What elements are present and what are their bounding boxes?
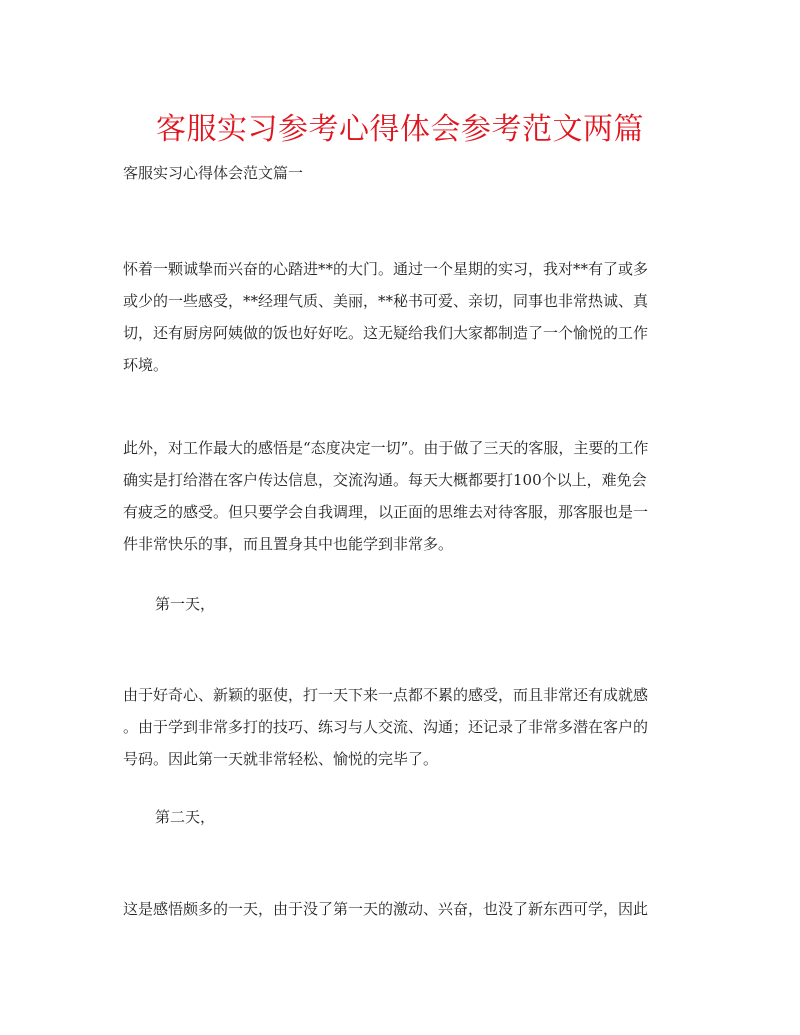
day-2-heading: 第二天，: [155, 808, 216, 826]
paragraph-line: 件非常快乐的事，而且置身其中也能学到非常多。: [123, 535, 454, 553]
paragraph-1: [123, 253, 683, 381]
day-1-heading: 第一天，: [155, 595, 216, 613]
paragraph-line: 号码。因此第一天就非常轻松、愉悦的完毕了。: [123, 750, 439, 768]
paragraph-3: [123, 679, 683, 775]
paragraph-line: 。由于学到非常多打的技巧、练习与人交流、沟通；还记录了非常多潜在客户的: [123, 718, 649, 736]
paragraph-line: 切，还有厨房阿姨做的饭也好好吃。这无疑给我们大家都制造了一个愉悦的工作: [123, 324, 649, 342]
paragraph-2: [123, 432, 683, 560]
paragraph-line: 这是感悟颇多的一天，由于没了第一天的激动、兴奋，也没了新东西可学，因此: [123, 900, 649, 918]
document-title: 客服实习参考心得体会参考范文两篇: [156, 112, 644, 147]
paragraph-line: 环境。: [123, 356, 169, 374]
document-subtitle: 客服实习心得体会范文篇一: [123, 164, 304, 182]
paragraph-line: 确实是打给潜在客户传达信息，交流沟通。每天大概都要打100个以上，难免会: [123, 471, 647, 489]
paragraph-line: 或少的一些感受，**经理气质、美丽，**秘书可爱、亲切，同事也非常热诚、真: [123, 292, 649, 310]
paragraph-line: 有疲乏的感受。但只要学会自我调理，以正面的思维去对待客服，那客服也是一: [123, 503, 649, 521]
paragraph-line: 此外，对工作最大的感悟是“态度决定一切”。由于做了三天的客服，主要的工作: [123, 439, 649, 457]
paragraph-line: 怀着一颗诚挚而兴奋的心踏进**的大门。通过一个星期的实习，我对**有了或多: [123, 260, 649, 278]
paragraph-4: [123, 893, 683, 925]
paragraph-line: 由于好奇心、新颖的驱使，打一天下来一点都不累的感受，而且非常还有成就感: [123, 686, 649, 704]
